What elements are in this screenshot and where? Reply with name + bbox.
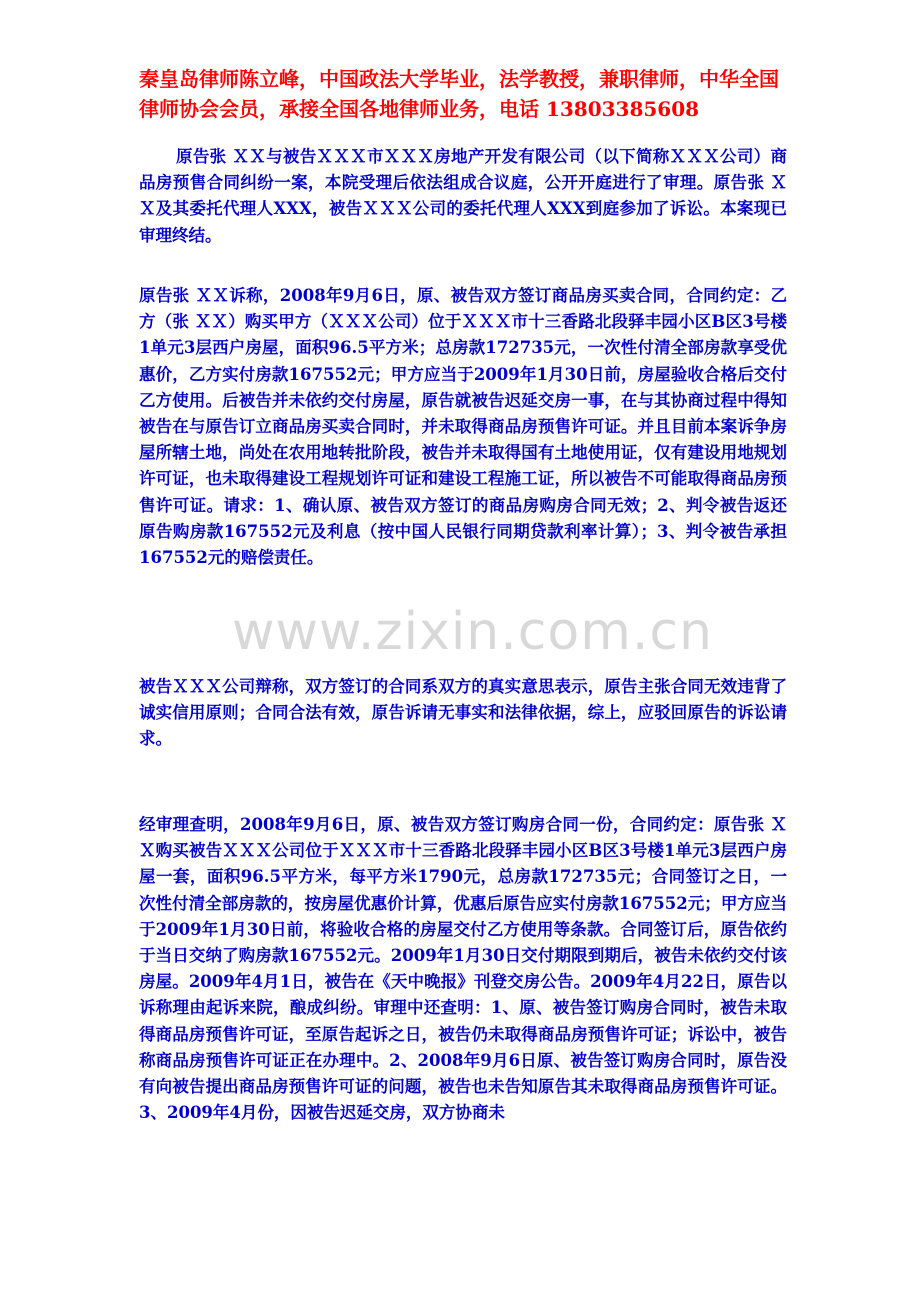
paragraph-case-intro: 原告张 ＸＸ与被告ＸＸＸ市ＸＸＸ房地产开发有限公司（以下简称ＸＸＸ公司）商品房预售合同纠纷一案，本院受理后依法组成合议庭，公开开庭进行了审理。原告张 ＸＸ及其委托代理人XXX，被告ＸＸＸ公司的委托代理人XXX到庭参加了诉讼。本案现已审理终结。 <box>139 147 787 245</box>
paragraph-court-findings: 经审理查明，2008年9月6日，原、被告双方签订购房合同一份，合同约定：原告张 ＸＸ购买被告ＸＸＸ公司位于ＸＸＸ市十三香路北段驿丰园小区B区3号楼1单元3层西户房屋一套，面积96.5平方米，每平方米1790元，总房款172735元；合同签订之日，一次性付清全部房款的，按房屋优惠价计算，优惠后原告应实付房款167552元；甲方应当于2009年1月30日前，将验收合格的房屋交付乙方使用等条款。合同签订后，原告依约于当日交纳了购房款167552元。2009年1月30日交付期限到期后，被告未依约交付该房屋。2009年4月1日，被告在《天中晚报》刊登交房公告。2009年4月22日，原告以诉称理由起诉来院，酿成纠纷。审理中还查明：1、原、被告签订购房合同时，被告未取得商品房预售许可证，至原告起诉之日，被告仍未取得商品房预售许可证；诉讼中，被告称商品房预售许可证正在办理中。2、2008年9月6日原、被告签订购房合同时，原告没有向被告提出商品房预售许可证的问题，被告也未告知原告其未取得商品房预售许可证。3、2009年4月份，因被告迟延交房，双方协商未 <box>139 815 787 1123</box>
paragraph-defendant-defense: 被告ＸＸＸ公司辩称，双方签订的合同系双方的真实意思表示，原告主张合同无效违背了诚实信用原则；合同合法有效，原告诉请无事实和法律依据，综上，应驳回原告的诉讼请求。 <box>139 677 787 749</box>
lawyer-advertisement-header: 秦皇岛律师陈立峰，中国政法大学毕业，法学教授，兼职律师，中华全国律师协会会员，承接全国各地律师业务，电话 13803385608 <box>139 67 779 121</box>
paragraph-plaintiff-claims: 原告张 ＸＸ诉称，2008年9月6日，原、被告双方签订商品房买卖合同，合同约定：乙方（张 ＸＸ）购买甲方（ＸＸＸ公司）位于ＸＸＸ市十三香路北段驿丰园小区B区3号楼1单元3层西户房屋，面积96.5平方米；总房款172735元，一次性付清全部房款享受优惠价，乙方实付房款167552元；甲方应当于2009年1月30日前，房屋验收合格后交付乙方使用。后被告并未依约交付房屋，原告就被告迟延交房一事，在与其协商过程中得知被告在与原告订立商品房买卖合同时，并未取得商品房预售许可证。并且目前本案诉争房屋所辖土地，尚处在农用地转批阶段，被告并未取得国有土地使用证，仅有建设用地规划许可证，也未取得建设工程规划许可证和建设工程施工证，所以被告不可能取得商品房预售许可证。请求：1、确认原、被告双方签订的商品房购房合同无效；2、判令被告返还原告购房款167552元及利息（按中国人民银行同期贷款利率计算）；3、判令被告承担167552元的赔偿责任。 <box>139 286 787 568</box>
site-watermark: www.zixin.com.cn <box>232 602 713 662</box>
